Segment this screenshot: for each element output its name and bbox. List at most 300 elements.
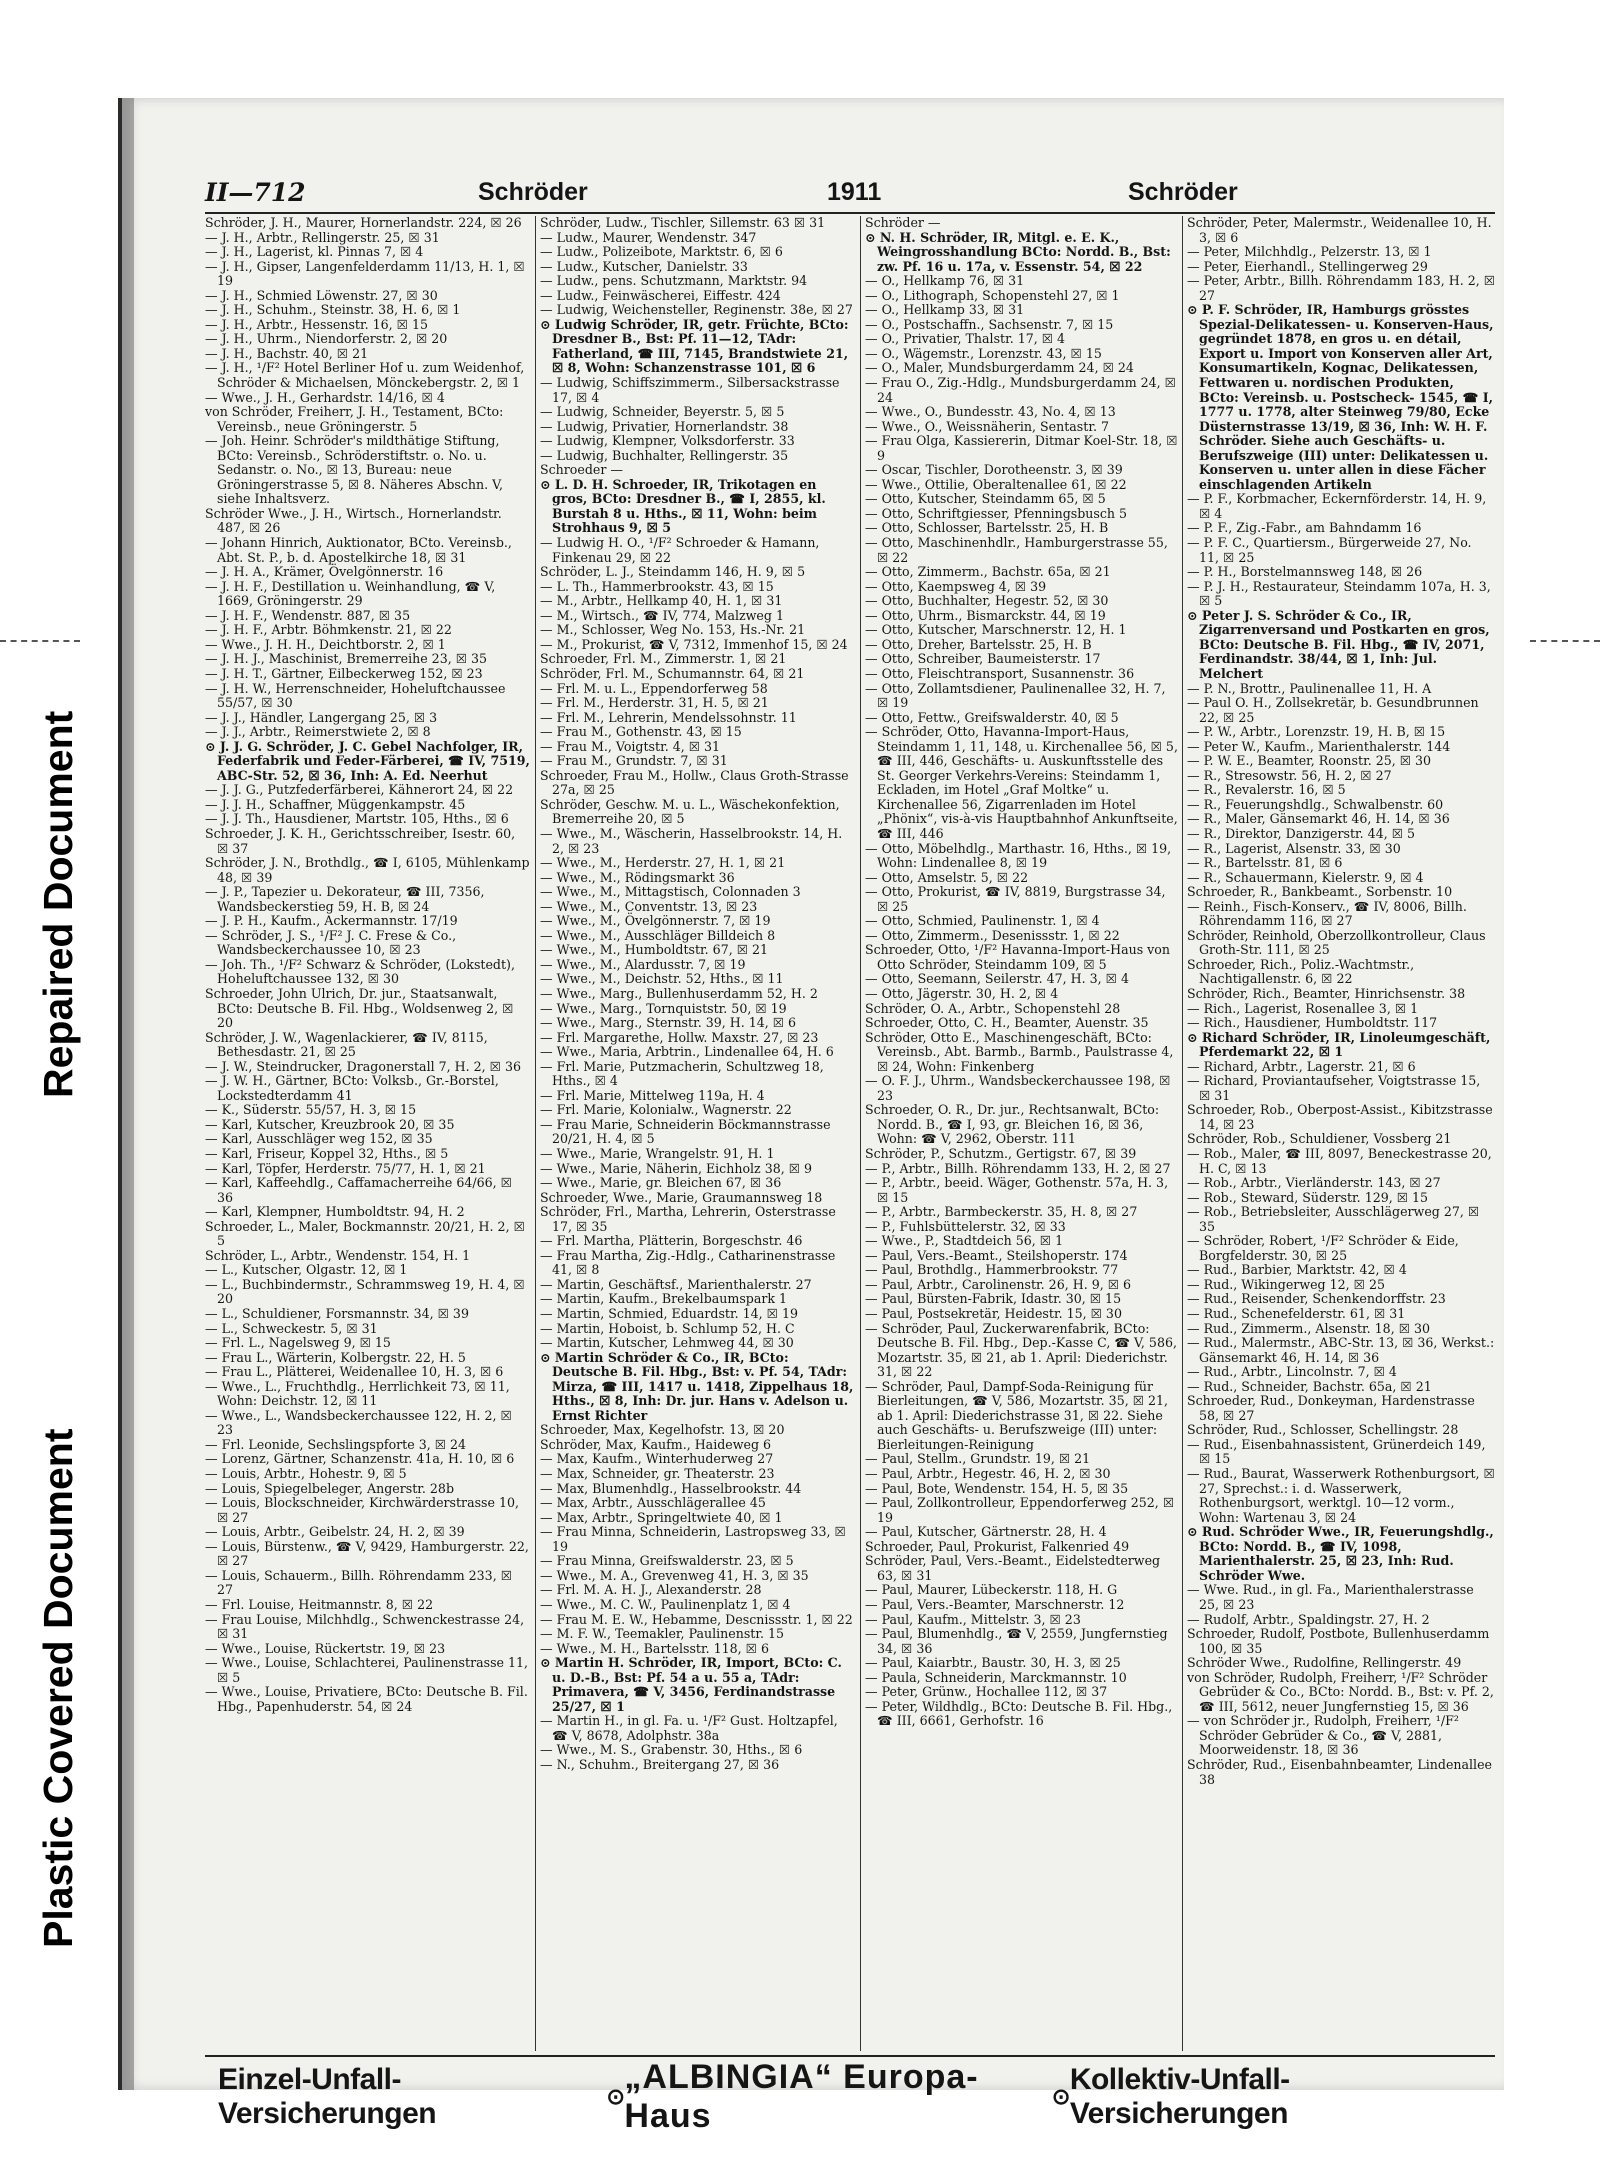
directory-entry: — Rob., Arbtr., Vierländerstr. 143, ☒ 27 [1187, 1175, 1441, 1191]
directory-entry: — Wwe., L., Fruchthdlg., Herrlichkeit 73, ☒ 11, Wohn: Deichstr. 12, ☒ 11 [205, 1378, 510, 1409]
directory-entry: Schröder, Paul, Vers.-Beamt., Eidelstedterweg 63, ☒ 31 [865, 1553, 1161, 1583]
directory-entry: — Ludwig, Schiffszimmerm., Silbersackstrasse 17, ☒ 4 [540, 375, 840, 405]
directory-entry: — Reinh., Fisch-Konserv., ☎ IV, 8006, Billh. Röhrendamm 116, ☒ 27 [1187, 898, 1467, 929]
directory-year: 1911 [827, 178, 882, 206]
directory-entry: — P. F. C., Quartiersm., Bürgerweide 27, No. 11, ☒ 25 [1187, 535, 1472, 565]
directory-entry: — Frau Louise, Milchhdlg., Schwenckestrasse 24, ☒ 31 [205, 1611, 525, 1642]
directory-entry: — R., Feuerungshdlg., Schwalbenstr. 60 [1187, 796, 1444, 812]
directory-entry: Schröder, Rich., Beamter, Hinrichsenstr. 38 [1187, 985, 1466, 1001]
directory-entry: — Ludwig H. O., ¹/F² Schroeder & Hamann, Finkenau 29, ☒ 22 [540, 535, 820, 565]
directory-entry: Schröder — [865, 216, 941, 230]
directory-entry: — Max, Blumenhdlg., Hasselbrookstr. 44 [540, 1480, 802, 1496]
directory-entry: — Frl. Marie, Mittelweg 119a, H. 4 [540, 1087, 765, 1103]
directory-entry: — von Schröder jr., Rudolph, Freiherr, ¹/F² Schröder Gebrüder & Co., ☎ V, 2881, Moorweidenstr. 18, ☒ 36 [1187, 1713, 1459, 1758]
directory-entry: Schroeder, Otto, C. H., Beamter, Auenstr. 35 [865, 1015, 1149, 1031]
directory-entry: — Martin, Hoboist, b. Schlump 52, H. C [540, 1320, 795, 1336]
directory-entry: Schröder, Frl., Martha, Lehrerin, Osterstrasse 17, ☒ 35 [540, 1204, 836, 1234]
directory-column-1 [205, 216, 530, 2051]
directory-entry: — Otto, Zimmerm., Desenissstr. 1, ☒ 22 [865, 927, 1120, 943]
directory-entry: — R., Maler, Gänsemarkt 46, H. 14, ☒ 36 [1187, 811, 1450, 827]
directory-entry: — Schröder, Robert, ¹/F² Schröder & Eide, Borgfelderstr. 30, ☒ 25 [1187, 1233, 1459, 1263]
directory-entry: — Paul, Vers.-Beamt., Steilshoperstr. 174 [865, 1247, 1128, 1263]
directory-entry: — Wwe., Marie, gr. Bleichen 67, ☒ 36 [540, 1175, 782, 1191]
side-label-repaired: Repaired Document [35, 710, 81, 1098]
directory-entry: — J. H., Uhrm., Niendorferstr. 2, ☒ 20 [205, 331, 448, 347]
directory-entry: Schroeder, J. K. H., Gerichtsschreiber, Isestr. 60, ☒ 37 [205, 825, 516, 856]
directory-entry: — J. H., Arbtr., Rellingerstr. 25, ☒ 31 [205, 229, 440, 245]
directory-entry: — O. F. J., Uhrm., Wandsbeckerchaussee 198, ☒ 23 [865, 1073, 1171, 1103]
directory-entry: — O., Maler, Mundsburgerdamm 24, ☒ 24 [865, 360, 1134, 376]
directory-entry: Schroeder, Rich., Poliz.-Wachtmstr., Nachtigallenstr. 6, ☒ 22 [1187, 956, 1415, 987]
directory-entry: — N., Schuhm., Breitergang 27, ☒ 36 [540, 1756, 780, 1772]
directory-entry: — L., Schweckestr. 5, ☒ 31 [205, 1320, 378, 1336]
directory-entry: — Frau Martha, Zig.-Hdlg., Catharinenstrasse 41, ☒ 8 [540, 1247, 836, 1278]
directory-entry: — P. W., Arbtr., Lorenzstr. 19, H. B, ☒ 15 [1187, 724, 1446, 740]
directory-entry: — Rud., Schenefelderstr. 61, ☒ 31 [1187, 1306, 1406, 1322]
directory-entry: Schröder, Rud., Eisenbahnbeamter, Lindenallee 38 [1187, 1756, 1492, 1787]
directory-entry: von Schröder, Rudolph, Freiherr, ¹/F² Schröder Gebrüder & Co., BCto: Nordd. B., Bst: v. Pf. 2, ☎ III, 5612, neuer Jungfernstieg 15, ☒ 36 [1187, 1669, 1494, 1714]
directory-entry: — Louis, Schauerm., Billh. Röhrendamm 233, ☒ 27 [205, 1567, 512, 1598]
directory-entry: — Wwe., J. H., Gerhardstr. 14/16, ☒ 4 [205, 389, 445, 405]
directory-entry: — Rud., Reisender, Schenkendorffstr. 23 [1187, 1291, 1446, 1307]
directory-entry: — J. H., Schmied Löwenstr. 27, ☒ 30 [205, 287, 438, 303]
directory-entry: — Paul, Zollkontrolleur, Eppendorferweg 252, ☒ 19 [865, 1495, 1175, 1525]
directory-entry: — Ludwig, Privatier, Hornerlandstr. 38 [540, 418, 789, 434]
directory-entry: Schröder, O. A., Arbtr., Schopenstehl 28 [865, 1000, 1121, 1016]
directory-entry: ⊙ Richard Schröder, IR, Linoleumgeschäft, Pferdemarkt 22, ☒ 1 [1187, 1029, 1491, 1060]
directory-entry: — Wwe., J. H. H., Deichtborstr. 2, ☒ 1 [205, 636, 446, 652]
directory-entry: — Wwe., L., Wandsbeckerchaussee 122, H. 2, ☒ 23 [205, 1407, 512, 1438]
directory-entry: — P., Arbtr., Barmbeckerstr. 35, H. 8, ☒ 27 [865, 1204, 1138, 1220]
directory-entry: — Rud., Zimmerm., Alsenstr. 18, ☒ 30 [1187, 1320, 1431, 1336]
directory-entry: — Rob., Maler, ☎ III, 8097, Beneckestrasse 20, H. C, ☒ 13 [1187, 1146, 1492, 1176]
directory-entry: — Martin, Kaufm., Brekelbaumspark 1 [540, 1291, 788, 1307]
directory-entry: — K., Süderstr. 55/57, H. 3, ☒ 15 [205, 1102, 417, 1118]
directory-entry: — Ludwig, Schneider, Beyerstr. 5, ☒ 5 [540, 404, 785, 420]
directory-entry: — Wwe., O., Weissnäherin, Sentastr. 7 [865, 418, 1109, 434]
directory-entry: — Rob., Steward, Süderstr. 129, ☒ 15 [1187, 1189, 1429, 1205]
directory-entry: — Wwe., M., Rödingsmarkt 36 [540, 869, 735, 885]
directory-entry: — Wwe., M., Conventstr. 13, ☒ 23 [540, 898, 758, 914]
directory-entry: ⊙ Rud. Schröder Wwe., IR, Feuerungshdlg., BCto: Nordd. B., ☎ IV, 1098, Marienthalerstr. 25, ☒ 23, Inh: Rud. Schröder Wwe. [1187, 1524, 1494, 1583]
directory-entry: — Frl. Marie, Kolonialw., Wagnerstr. 22 [540, 1102, 792, 1118]
directory-entry: — Frau M., Grundstr. 7, ☒ 31 [540, 753, 728, 769]
directory-entry: Schröder, J. N., Brothdlg., ☎ I, 6105, Mühlenkamp 48, ☒ 39 [205, 855, 530, 885]
advertisement-footer [218, 2058, 1494, 2135]
directory-entry: — Wwe. Rud., in gl. Fa., Marienthalerstrasse 25, ☒ 23 [1187, 1582, 1474, 1612]
directory-entry: — O., Hellkamp 76, ☒ 31 [865, 273, 1025, 289]
directory-entry: — Frau M., Voigtstr. 4, ☒ 31 [540, 738, 721, 754]
footer-separator: ⊙ [606, 2084, 625, 2109]
directory-entry: Schroeder, Otto, ¹/F² Havanna-Import-Haus von Otto Schröder, Steindamm 109, ☒ 5 [865, 942, 1170, 972]
directory-entry: — Richard, Arbtr., Lagerstr. 21, ☒ 6 [1187, 1058, 1416, 1074]
directory-entry: — O., Postschaffn., Sachsenstr. 7, ☒ 15 [865, 316, 1114, 332]
directory-entry: — P., Arbtr., Billh. Röhrendamm 133, H. 2, ☒ 27 [865, 1160, 1171, 1176]
directory-entry: — Peter, Arbtr., Billh. Röhrendamm 183, H. 2, ☒ 27 [1187, 273, 1495, 303]
directory-entry: Schroeder, L., Maler, Bockmannstr. 20/21, H. 2, ☒ 5 [205, 1218, 525, 1249]
directory-entry: — Karl, Kutscher, Kreuzbrook 20, ☒ 35 [205, 1116, 455, 1132]
directory-entry: — Frau Marie, Schneiderin Böckmannstrasse 20/21, H. 4, ☒ 5 [540, 1116, 831, 1147]
directory-entry: — Frl. M. A. H. J., Alexanderstr. 28 [540, 1582, 762, 1598]
directory-entry: — Peter, Eierhandl., Stellingerweg 29 [1187, 258, 1428, 274]
directory-entry: — J. H. F., Destillation u. Weinhandlung, ☎ V, 1669, Gröningerstr. 29 [205, 578, 496, 609]
directory-entry: — Paul O. H., Zollsekretär, b. Gesundbrunnen 22, ☒ 25 [1187, 695, 1479, 725]
directory-entry: Schroeder, Frl. M., Zimmerstr. 1, ☒ 21 [540, 651, 787, 667]
directory-entry: — Paul, Stellm., Grundstr. 19, ☒ 21 [865, 1451, 1091, 1467]
directory-entry: — Rud., Eisenbahnassistent, Grünerdeich 149, ☒ 15 [1187, 1436, 1486, 1467]
directory-entry: — Frl. Louise, Heitmannstr. 8, ☒ 22 [205, 1596, 434, 1612]
directory-entry: Schröder, Rob., Schuldiener, Vossberg 21 [1187, 1131, 1452, 1147]
directory-entry: Schröder, P., Schutzm., Gertigstr. 67, ☒ 39 [865, 1146, 1137, 1161]
directory-entry: — J. J. Th., Hausdiener, Martstr. 105, Hths., ☒ 6 [205, 811, 509, 827]
directory-entry: — J. H., Lagerist, kl. Pinnas 7, ☒ 4 [205, 244, 424, 260]
directory-entry: — O., Privatier, Thalstr. 17, ☒ 4 [865, 331, 1066, 347]
directory-entry: — Ludw., Feinwäscherei, Eiffestr. 424 [540, 287, 781, 303]
directory-entry: — J. H., Arbtr., Hessenstr. 16, ☒ 15 [205, 316, 428, 332]
directory-entry: — Lorenz, Gärtner, Schanzenstr. 41a, H. 10, ☒ 6 [205, 1451, 515, 1467]
column-divider [1182, 216, 1183, 2051]
directory-entry: — Johann Hinrich, Auktionator, BCto. Vereinsb., Abt. St. P., b. d. Apostelkirche 18, ☒ 31 [205, 535, 512, 565]
directory-entry: Schroeder, R., Bankbeamt., Sorbenstr. 10 [1187, 884, 1453, 900]
directory-entry: — R., Schauermann, Kielerstr. 9, ☒ 4 [1187, 869, 1424, 885]
directory-entry: — Wwe., O., Bundesstr. 43, No. 4, ☒ 13 [865, 404, 1116, 420]
directory-entry: — Paul, Blumenhdlg., ☎ V, 2559, Jungfernstieg 34, ☒ 36 [865, 1626, 1168, 1656]
directory-entry: — Frau Minna, Greifswalderstr. 23, ☒ 5 [540, 1553, 794, 1569]
directory-entry: — P. N., Brottr., Paulinenallee 11, H. A [1187, 680, 1432, 696]
directory-entry: Schröder, Max, Kaufm., Haideweg 6 [540, 1436, 772, 1452]
directory-entry: — Otto, Dreher, Bartelsstr. 25, H. B [865, 636, 1092, 652]
directory-entry: — Karl, Kaffeehdlg., Caffamacherreihe 64/66, ☒ 36 [205, 1175, 512, 1205]
directory-entry: — Rud., Arbtr., Lincolnstr. 7, ☒ 4 [1187, 1364, 1397, 1380]
directory-entry: — Rudolf, Arbtr., Spaldingstr. 27, H. 2 [1187, 1611, 1430, 1627]
directory-entry: — Rud., Baurat, Wasserwerk Rothenburgsort, ☒ 27, Sprechst.: i. d. Wasserwerk, Rothenburgsort, werktgl. 10—12 vorm., Wohn: Wartenau 3, ☒ 24 [1187, 1466, 1495, 1525]
directory-entry: Schröder, L. J., Steindamm 146, H. 9, ☒ 5 [540, 564, 806, 580]
directory-entry: — O., Wägemstr., Lorenzstr. 43, ☒ 15 [865, 345, 1102, 361]
directory-entry: Schroeder, Wwe., Marie, Graumannsweg 18 [540, 1189, 823, 1205]
directory-entry: Schroeder, John Ulrich, Dr. jur., Staatsanwalt, BCto: Deutsche B. Fil. Hbg., Woldsenweg 2, ☒ 20 [205, 985, 514, 1031]
directory-entry: — Max, Kaufm., Winterhuderweg 27 [540, 1451, 774, 1467]
directory-entry: — Frl. Leonide, Sechslingspforte 3, ☒ 24 [205, 1436, 467, 1452]
directory-entry: — J. H., Bachstr. 40, ☒ 21 [205, 345, 369, 361]
directory-entry: — J. H., Gipser, Langenfelderdamm 11/13, H. 1, ☒ 19 [205, 258, 525, 289]
directory-entry: Schroeder, Rudolf, Postbote, Bullenhuserdamm 100, ☒ 35 [1187, 1626, 1490, 1656]
directory-entry: — Otto, Uhrm., Bismarckstr. 44, ☒ 19 [865, 607, 1106, 623]
directory-entry: — Louis, Blockschneider, Kirchwärderstrasse 10, ☒ 27 [205, 1495, 520, 1525]
directory-entry: Schroeder, Frau M., Hollw., Claus Groth-Strasse 27a, ☒ 25 [540, 767, 849, 798]
footer-albingia-ad: „ALBINGIA“ Europa-Haus [624, 2058, 979, 2135]
directory-entry: — Wwe., Marg., Bullenhuserdamm 52, H. 2 [540, 985, 818, 1001]
footer-right-ad: Kollektiv-Unfall-Versicherungen [1069, 2063, 1290, 2130]
directory-entry: — Ludwig, Klempner, Volksdorferstr. 33 [540, 433, 795, 449]
column-divider [535, 216, 536, 2051]
binding-shadow [122, 98, 134, 2090]
directory-entry: — Wwe., P., Stadtdeich 56, ☒ 1 [865, 1233, 1064, 1249]
directory-entry: — Wwe., M., Övelgönnerstr. 7, ☒ 19 [540, 913, 771, 929]
directory-entry: — Karl, Töpfer, Herderstr. 75/77, H. 1, ☒ 21 [205, 1160, 486, 1176]
directory-entry: — Paul, Bote, Wendenstr. 154, H. 5, ☒ 35 [865, 1480, 1129, 1496]
directory-entry: — Martin, Schmied, Eduardstr. 14, ☒ 19 [540, 1306, 798, 1322]
directory-entry: — Peter, Wildhdlg., BCto: Deutsche B. Fil. Hbg., ☎ III, 6661, Gerhofstr. 16 [865, 1698, 1173, 1729]
directory-entry: — Otto, Schlosser, Bartelsstr. 25, H. B [865, 520, 1109, 536]
directory-entry: Schröder Wwe., J. H., Wirtsch., Hornerlandstr. 487, ☒ 26 [205, 505, 502, 536]
directory-entry: — Max, Arbtr., Springeltwiete 40, ☒ 1 [540, 1509, 783, 1525]
directory-entry: — Peter, Milchhdlg., Pelzerstr. 13, ☒ 1 [1187, 244, 1432, 260]
directory-entry: — Otto, Zimmerm., Bachstr. 65a, ☒ 21 [865, 564, 1111, 580]
directory-entry: ⊙ Martin Schröder & Co., IR, BCto: Deutsche B. Fil. Hbg., Bst: v. Pf. 54, TAdr: Mirza, ☎ III, 1417 u. 1418, Zippelhaus 18, Hths., ☒ 8, Inh: Dr. jur. Hans v. Adelson u. Ernst Richter [540, 1349, 854, 1423]
directory-entry: von Schröder, Freiherr, J. H., Testament, BCto: Vereinsb., neue Gröningerstr. 5 [205, 404, 504, 434]
directory-entry: — J. J. G., Putzfederfärberei, Kähnerort 24, ☒ 22 [205, 782, 514, 798]
directory-entry: — Wwe., M., Ausschläger Billdeich 8 [540, 927, 776, 943]
directory-column-4 [1187, 216, 1495, 2051]
directory-entry: — Rud., Schneider, Bachstr. 65a, ☒ 21 [1187, 1378, 1432, 1394]
directory-entry: — Wwe., Ottilie, Oberaltenallee 61, ☒ 22 [865, 476, 1127, 492]
right-margin-dash [1530, 640, 1600, 642]
directory-entry: ⊙ Ludwig Schröder, IR, getr. Früchte, BCto: Dresdner B., Bst: Pf. 11—12, TAdr: Fatherland, ☎ III, 7145, Brandstwiete 21, ☒ 8, Wohn: Schanzenstrasse 101, ☒ 6 [540, 316, 849, 376]
directory-entry: — Karl, Ausschläger weg 152, ☒ 35 [205, 1131, 433, 1147]
directory-entry: — Otto, Jägerstr. 30, H. 2, ☒ 4 [865, 985, 1059, 1001]
directory-entry: — Frau Minna, Schneiderin, Lastropsweg 33, ☒ 19 [540, 1524, 846, 1554]
directory-entry: — J. H. W., Herrenschneider, Hoheluftchaussee 55/57, ☒ 30 [205, 680, 506, 711]
directory-entry: — Rich., Lagerist, Rosenallee 3, ☒ 1 [1187, 1000, 1419, 1016]
directory-entry: — Frl. Marie, Putzmacherin, Schultzweg 18, Hths., ☒ 4 [540, 1058, 824, 1089]
directory-entry: — R., Direktor, Danzigerstr. 44, ☒ 5 [1187, 825, 1416, 841]
directory-entry: — Rud., Wikingerweg 12, ☒ 25 [1187, 1276, 1385, 1292]
directory-entry: — Otto, Amselstr. 5, ☒ 22 [865, 869, 1029, 885]
directory-entry: — Joh. Th., ¹/F² Schwarz & Schröder, (Lokstedt), Hoheluftchaussee 132, ☒ 30 [205, 956, 515, 987]
directory-entry: — L. Th., Hammerbrookstr. 43, ☒ 15 [540, 578, 774, 594]
directory-entry: — Karl, Klempner, Humboldtstr. 94, H. 2 [205, 1204, 465, 1220]
directory-entry: — J. H. A., Krämer, Övelgönnerstr. 16 [205, 564, 444, 580]
directory-entry: — J. H. F., Arbtr. Böhmkenstr. 21, ☒ 22 [205, 622, 452, 638]
directory-entry: — Karl, Friseur, Koppel 32, Hths., ☒ 5 [205, 1146, 449, 1161]
directory-entry: — Frl. M. u. L., Eppendorferweg 58 [540, 680, 768, 696]
directory-entry: — Otto, Schmied, Paulinenstr. 1, ☒ 4 [865, 913, 1100, 929]
directory-entry: — J. W., Steindrucker, Dragonerstall 7, H. 2, ☒ 36 [205, 1058, 521, 1074]
directory-entry: — Paul, Arbtr., Carolinenstr. 26, H. 9, ☒ 6 [865, 1276, 1132, 1292]
directory-entry: — Rob., Betriebsleiter, Ausschlägerweg 27, ☒ 35 [1187, 1204, 1480, 1234]
directory-entry: — P. F., Korbmacher, Eckernförderstr. 14, H. 9, ☒ 4 [1187, 491, 1487, 521]
directory-entry: — Wwe., Louise, Schlachterei, Paulinenstrasse 11, ☒ 5 [205, 1655, 529, 1685]
directory-entry: — Martin, Geschäftsf., Marienthalerstr. 27 [540, 1276, 812, 1292]
directory-entry: — Otto, Schreiber, Baumeisterstr. 17 [865, 651, 1101, 667]
directory-entry: ⊙ P. F. Schröder, IR, Hamburgs grösstes Spezial-Delikatessen- u. Konserven-Haus, gegründet 1878, en gros u. en détail, Export u. Import von Konserven aller Art, Konsumartikeln, Kognac, Delikatessen, Fettwaren u. nordischen Produkten, BCto: Vereinsb. u. Postscheck- 1545, ☎ I, 1777 u. 1778, alter Steinweg 79/80, Ecke Düsternstrasse 13/19, ☒ 36, Inh: W. H. F. Schröder. Siehe auch Geschäfts- u. Berufszweige (III) unter: Delikatessen u. Konserven u. unter allen in diese Fächer einschlagenden Artikeln [1187, 302, 1494, 492]
directory-entry: Schröder, Ludw., Tischler, Sillemstr. 63 ☒ 31 [540, 216, 826, 230]
left-margin-dash [0, 640, 80, 642]
directory-entry: ⊙ Peter J. S. Schröder & Co., IR, Zigarrenversand und Postkarten en gros, BCto: Deutsche B. Fil. Hbg., ☎ IV, 2071, Ferdinandstr. 38/44, ☒ 1, Inh: Jul. Melchert [1187, 607, 1490, 681]
directory-entry: — Schröder, Paul, Zuckerwarenfabrik, BCto: Deutsche B. Fil. Hbg., Dep.-Kasse C, ☎ V, 586, Mozartstr. 35, ☒ 21, ab 1. April: Diederichstr. 31, ☒ 22 [865, 1320, 1177, 1380]
directory-entry: — Wwe., Louise, Rückertstr. 19, ☒ 23 [205, 1640, 446, 1656]
directory-entry: — M., Schlosser, Weg No. 153, Hs.-Nr. 21 [540, 622, 806, 638]
directory-entry: — Paul, Kutscher, Gärtnerstr. 28, H. 4 [865, 1524, 1107, 1540]
header-rule [205, 212, 1495, 214]
directory-entry: — J. H., ¹/F² Hotel Berliner Hof u. zum Weidenhof, Schröder & Michaelsen, Mönckebergstr. 2, ☒ 1 [205, 360, 525, 391]
directory-entry: — Paul, Kaufm., Mittelstr. 3, ☒ 23 [865, 1611, 1081, 1627]
directory-entry: — Frau L., Plätterei, Weidenallee 10, H. 3, ☒ 6 [205, 1364, 504, 1380]
directory-entry: — Louis, Bürstenw., ☎ V, 9429, Hamburgerstr. 22, ☒ 27 [205, 1538, 529, 1569]
directory-entry: — J. J. H., Schaffner, Müggenkampstr. 45 [205, 796, 466, 812]
directory-entry: Schröder, J. H., Maurer, Hornerlandstr. 224, ☒ 26 [205, 216, 522, 230]
directory-entry: — Ludw., pens. Schutzmann, Marktstr. 94 [540, 273, 808, 289]
directory-entry: — J. H. F., Wendenstr. 887, ☒ 35 [205, 607, 411, 623]
directory-entry: — Paul, Kaiarbtr., Baustr. 30, H. 3, ☒ 25 [865, 1655, 1121, 1671]
page-number: II—712 [205, 178, 306, 207]
directory-entry: — M., Prokurist, ☎ V, 7312, Immenhof 15, ☒ 24 [540, 636, 848, 652]
directory-entry: — O., Hellkamp 33, ☒ 31 [865, 302, 1025, 318]
directory-entry: — J. P., Tapezier u. Dekorateur, ☎ III, 7356, Wandsbeckerstieg 59, H. B, ☒ 24 [205, 884, 485, 914]
directory-entry: — Otto, Buchhalter, Hegestr. 52, ☒ 30 [865, 593, 1109, 609]
directory-entry: — P. H., Borstelmannsweg 148, ☒ 26 [1187, 564, 1423, 580]
directory-entry: Schroeder, Rud., Donkeyman, Hardenstrasse 58, ☒ 27 [1187, 1393, 1475, 1423]
directory-entry: Schroeder, Max, Kegelhofstr. 13, ☒ 20 [540, 1422, 785, 1438]
directory-entry: — Otto, Schriftgiesser, Pfenningsbusch 5 [865, 505, 1128, 521]
directory-entry: ⊙ L. D. H. Schroeder, IR, Trikotagen en gros, BCto: Dresdner B., ☎ I, 2855, kl. Burstah 8 u. Hths., ☒ 11, Wohn: beim Strohhaus 9, ☒ 5 [540, 476, 826, 536]
directory-entry: — Wwe., M. A., Grevenweg 41, H. 3, ☒ 35 [540, 1567, 809, 1583]
directory-entry: Schröder, Rud., Schlosser, Schellingstr. 28 [1187, 1422, 1459, 1438]
directory-entry: — Ludwig, Weichensteller, Reginenstr. 38e, ☒ 27 [540, 302, 853, 318]
directory-entry: — Peter W., Kaufm., Marienthalerstr. 144 [1187, 738, 1451, 754]
directory-entry: — Wwe., Marg., Tornquiststr. 50, ☒ 19 [540, 1000, 787, 1016]
directory-entry: — Wwe., M., Wäscherin, Hasselbrookstr. 14, H. 2, ☒ 23 [540, 825, 843, 856]
directory-entry: — Frau M. E. W., Hebamme, Descnissstr. 1, ☒ 22 [540, 1611, 853, 1627]
directory-entry: — Frau M., Gothenstr. 43, ☒ 15 [540, 724, 742, 740]
directory-entry: — Schröder, J. S., ¹/F² J. C. Frese & Co., Wandsbeckerchaussee 10, ☒ 23 [205, 927, 457, 958]
directory-entry: — Paul, Brothdlg., Hammerbrookstr. 77 [865, 1262, 1119, 1278]
directory-entry: Schröder, Frl. M., Schumannstr. 64, ☒ 21 [540, 665, 805, 681]
directory-entry: — J. W. H., Gärtner, BCto: Volksb., Gr.-Borstel, Lockstedterdamm 41 [205, 1073, 499, 1103]
directory-entry: — Wwe., Marg., Sternstr. 39, H. 14, ☒ 6 [540, 1015, 797, 1031]
directory-entry: — Wwe., Maria, Arbtrin., Lindenallee 64, H. 6 [540, 1044, 834, 1060]
directory-entry: Schroeder, Paul, Prokurist, Falkenried 49 [865, 1538, 1130, 1554]
directory-entry: — Wwe., Louise, Privatiere, BCto: Deutsche B. Fil. Hbg., Papenhuderstr. 54, ☒ 24 [205, 1684, 528, 1714]
directory-entry: Schroeder — [540, 462, 623, 478]
directory-column-3 [865, 216, 1178, 2051]
directory-entry: — Max, Schneider, gr. Theaterstr. 23 [540, 1466, 775, 1482]
directory-entry: — Paul, Arbtr., Hegestr. 46, H. 2, ☒ 30 [865, 1466, 1111, 1482]
directory-entry: — Frl. Margarethe, Hollw. Maxstr. 27, ☒ 23 [540, 1029, 819, 1045]
directory-entry: — Rich., Hausdiener, Humboldtstr. 117 [1187, 1015, 1438, 1031]
directory-entry: — Schröder, Paul, Dampf-Soda-Reinigung für Bierleitungen, ☎ V, 586, Mozartstr. 35, ☒ 21, ab 1. April: Diederichstrasse 31, ☒ 22. Siehe auch Geschäfts- u. Berufszweige (III) unter: Bierleitungen-Reinigung [865, 1378, 1169, 1452]
directory-entry: — Martin, Kutscher, Lehmweg 44, ☒ 30 [540, 1335, 794, 1351]
directory-entry: Schröder, Reinhold, Oberzollkontrolleur, Claus Groth-Str. 111, ☒ 25 [1187, 927, 1486, 958]
directory-entry: — Wwe., M., Alardusstr. 7, ☒ 19 [540, 956, 746, 972]
directory-entry: — Rud., Barbier, Marktstr. 42, ☒ 4 [1187, 1262, 1407, 1278]
directory-entry: — Louis, Arbtr., Geibelstr. 24, H. 2, ☒ 39 [205, 1524, 465, 1540]
side-label-plastic-covered: Plastic Covered Document [35, 1428, 81, 1948]
directory-entry: — Schröder, Otto, Havanna-Import-Haus, Steindamm 1, 11, 148, u. Kirchenallee 56, ☒ 5, ☎ III, 446, Geschäfts- u. Auskunftsstelle des St. Georger Verkehrs-Vereins: Steindamm 1, Eckladen, im Hotel „Graf Moltke“ u. Kirchenallee 56, Zigarrenladen im Hotel „Phönix“, vis-à-vis Hauptbahnhof Ankunftseite, ☎ III, 446 [865, 724, 1178, 841]
directory-entry: — Otto, Möbelhdlg., Marthastr. 16, Hths., ☒ 19, Wohn: Lindenallee 8, ☒ 19 [865, 840, 1172, 871]
directory-entry: — Frl. M., Herderstr. 31, H. 5, ☒ 21 [540, 695, 769, 711]
directory-entry: Schröder, Geschw. M. u. L., Wäschekonfektion, Bremerreihe 20, ☒ 5 [540, 796, 840, 827]
directory-entry: — Joh. Heinr. Schröder's mildthätige Stiftung, BCto: Vereinsb., Schröderstiftstr. o. No. u. Sedanstr. o. No., ☒ 13, Bureau: neue Gröningerstrasse 5, ☒ 8. Näheres Abschn. V, siehe Inhaltsverz. [205, 433, 504, 507]
directory-entry: — P., Arbtr., beeid. Wäger, Gothenstr. 57a, H. 3, ☒ 15 [865, 1175, 1169, 1205]
directory-entry: — Wwe., Marie, Näherin, Eichholz 38, ☒ 9 [540, 1160, 813, 1176]
directory-entry: — R., Revalerstr. 16, ☒ 5 [1187, 782, 1346, 798]
footer-rule [205, 2055, 1495, 2057]
directory-entry: — Wwe., M., Deichstr. 52, Hths., ☒ 11 [540, 971, 784, 987]
directory-entry: Schröder Wwe., Rudolfine, Rellingerstr. 49 [1187, 1655, 1462, 1671]
directory-entry: — J. P. H., Kaufm., Ackermannstr. 17/19 [205, 913, 458, 929]
directory-entry: — Otto, Fleischtransport, Susannenstr. 36 [865, 665, 1135, 681]
directory-entry: — O., Lithograph, Schopenstehl 27, ☒ 1 [865, 287, 1120, 303]
directory-column-2 [540, 216, 855, 2051]
footer-separator: ⊙ [1051, 2084, 1070, 2109]
directory-entry: Schröder, L., Arbtr., Wendenstr. 154, H. 1 [205, 1247, 471, 1263]
directory-entry: — J. H., Schuhm., Steinstr. 38, H. 6, ☒ 1 [205, 302, 461, 318]
directory-entry: — Ludw., Polizeibote, Marktstr. 6, ☒ 6 [540, 244, 783, 260]
directory-entry: — Otto, Zollamtsdiener, Paulinenallee 32, H. 7, ☒ 19 [865, 680, 1166, 711]
directory-entry: — L., Buchbindermstr., Schrammsweg 19, H. 4, ☒ 20 [205, 1276, 525, 1307]
directory-entry: Schröder, Otto E., Maschinengeschäft, BCto: Vereinsb., Abt. Barmb., Barmb., Paulstrasse 4, ☒ 24, Wohn: Finkenberg [865, 1029, 1174, 1074]
running-head-left: Schröder [478, 178, 588, 206]
directory-entry: — Wwe., M. H., Bartelsstr. 118, ☒ 6 [540, 1640, 769, 1656]
directory-entry: — M. F. W., Teemakler, Paulinenstr. 15 [540, 1626, 785, 1642]
directory-entry: Schroeder, Rob., Oberpost-Assist., Kibitzstrasse 14, ☒ 23 [1187, 1102, 1493, 1132]
directory-entry: — Frl. L., Nagelsweg 9, ☒ 15 [205, 1335, 391, 1351]
column-divider [860, 216, 861, 2051]
directory-entry: ⊙ Martin H. Schröder, IR, Import, BCto: C. u. D.-B., Bst: Pf. 54 a u. 55 a, TAdr: Primavera, ☎ V, 3456, Ferdinandstrasse 25/27, ☒ 1 [540, 1655, 842, 1714]
directory-entry: — Frau L., Wärterin, Kolbergstr. 22, H. 5 [205, 1349, 466, 1365]
directory-entry: Schroeder, O. R., Dr. jur., Rechtsanwalt, BCto: Nordd. B., ☎ I, 93, gr. Bleichen 16, ☒ 36, Wohn: ☎ V, 2962, Oberstr. 111 [865, 1102, 1160, 1147]
directory-entry: — Richard, Proviantaufseher, Voigtstrasse 15, ☒ 31 [1187, 1073, 1481, 1103]
directory-entry: — P. W. E., Beamter, Roonstr. 25, ☒ 30 [1187, 753, 1432, 769]
directory-entry: — Wwe., Marie, Wrangelstr. 91, H. 1 [540, 1146, 775, 1161]
directory-entry: — Paul, Postsekretär, Heidestr. 15, ☒ 30 [865, 1306, 1122, 1322]
directory-entry: — Louis, Arbtr., Hohestr. 9, ☒ 5 [205, 1466, 407, 1482]
directory-entry: — Paul, Bürsten-Fabrik, Idastr. 30, ☒ 15 [865, 1291, 1122, 1307]
directory-entry: ⊙ J. J. G. Schröder, J. C. Gebel Nachfolger, IR, Federfabrik und Feder-Färberei, ☎ IV, 7519, ABC-Str. 52, ☒ 36, Inh: A. Ed. Neerhut [205, 738, 530, 783]
directory-entry: — J. H. T., Gärtner, Eilbeckerweg 152, ☒ 23 [205, 665, 483, 681]
directory-entry: ⊙ N. H. Schröder, IR, Mitgl. e. E. K., Weingrosshandlung BCto: Nordd. B., Bst: zw. Pf. 16 u. 17a, v. Essenstr. 54, ☒ 22 [865, 229, 1171, 274]
directory-entry: — Paul, Vers.-Beamter, Marschnerstr. 12 [865, 1596, 1125, 1612]
directory-entry: Schröder, J. W., Wagenlackierer, ☎ IV, 8115, Bethesdastr. 21, ☒ 25 [205, 1029, 488, 1060]
directory-entry: — Otto, Fettw., Greifswalderstr. 40, ☒ 5 [865, 709, 1119, 725]
directory-entry: — Frau O., Zig.-Hdlg., Mundsburgerdamm 24, ☒ 24 [865, 375, 1176, 405]
directory-entry: — L., Kutscher, Olgastr. 12, ☒ 1 [205, 1262, 408, 1278]
directory-entry: — R., Bartelsstr. 81, ☒ 6 [1187, 855, 1343, 871]
footer-left-ad: Einzel-Unfall-Versicherungen [218, 2063, 437, 2130]
directory-entry: — Ludw., Kutscher, Danielstr. 33 [540, 258, 748, 274]
directory-entry: — Frau Olga, Kassiererin, Ditmar Koel-Str. 18, ☒ 9 [865, 433, 1178, 463]
directory-entry: — P., Fuhlsbüttelerstr. 32, ☒ 33 [865, 1218, 1066, 1234]
directory-entry: — J. J., Händler, Langergang 25, ☒ 3 [205, 709, 438, 725]
directory-entry: — Oscar, Tischler, Dorotheenstr. 3, ☒ 39 [865, 462, 1123, 478]
directory-entry: — P. F., Zig.-Fabr., am Bahndamm 16 [1187, 520, 1422, 536]
directory-entry: — R., Stresowstr. 56, H. 2, ☒ 27 [1187, 767, 1392, 783]
directory-entry: — Louis, Spiegelbeleger, Angerstr. 28b [205, 1480, 455, 1496]
directory-entry: — Otto, Kaempsweg 4, ☒ 39 [865, 578, 1047, 594]
directory-entry: — Otto, Seemann, Seilerstr. 47, H. 3, ☒ 4 [865, 971, 1129, 987]
directory-entry: — Otto, Prokurist, ☎ IV, 8819, Burgstrasse 34, ☒ 25 [865, 884, 1166, 914]
directory-entry: — Paula, Schneiderin, Marckmannstr. 10 [865, 1669, 1127, 1685]
directory-entry: Schröder, Peter, Malermstr., Weidenallee 10, H. 3, ☒ 6 [1187, 216, 1492, 245]
directory-entry: — Wwe., M., Humboldtstr. 67, ☒ 21 [540, 942, 769, 958]
directory-entry: — Otto, Kutscher, Marschnerstr. 12, H. 1 [865, 622, 1127, 638]
directory-entry: — Frl. M., Lehrerin, Mendelssohnstr. 11 [540, 709, 797, 725]
directory-entry: — Max, Arbtr., Ausschlägerallee 45 [540, 1495, 766, 1511]
directory-entry: — Wwe., M. C. W., Paulinenplatz 1, ☒ 4 [540, 1596, 791, 1612]
directory-entry: — Peter, Grünw., Hochallee 112, ☒ 37 [865, 1684, 1108, 1700]
directory-entry: — J. J., Arbtr., Reimerstwiete 2, ☒ 8 [205, 724, 431, 740]
directory-entry: — Martin H., in gl. Fa. u. ¹/F² Gust. Holtzapfel, ☎ V, 8678, Adolphstr. 38a [540, 1713, 838, 1743]
running-head-right: Schröder [1128, 178, 1238, 206]
directory-entry: — P. J. H., Restaurateur, Steindamm 107a, H. 3, ☒ 5 [1187, 578, 1491, 609]
directory-entry: — Ludwig, Buchhalter, Rellingerstr. 35 [540, 447, 789, 463]
directory-entry: — Frl. Martha, Plätterin, Borgeschstr. 46 [540, 1233, 803, 1249]
directory-entry: — Wwe., M., Herderstr. 27, H. 1, ☒ 21 [540, 855, 786, 871]
directory-entry: — J. H. J., Maschinist, Bremerreihe 23, ☒ 35 [205, 651, 488, 667]
directory-entry: — M., Arbtr., Hellkamp 40, H. 1, ☒ 31 [540, 593, 783, 609]
directory-entry: — Wwe., M. S., Grabenstr. 30, Hths., ☒ 6 [540, 1742, 803, 1758]
